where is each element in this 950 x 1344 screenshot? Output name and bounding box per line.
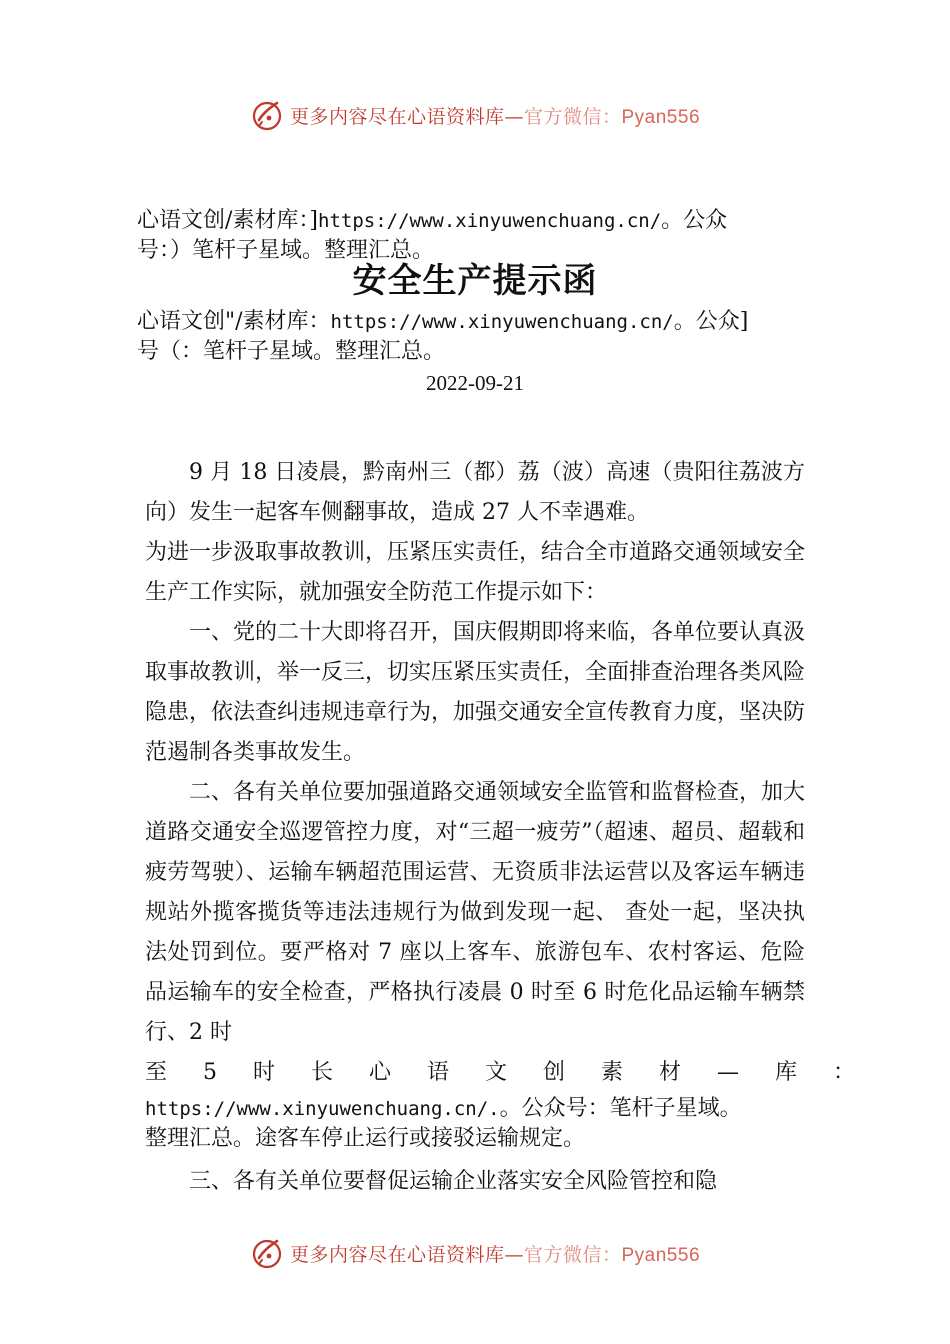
spread-char: 语: [426, 1060, 449, 1085]
watermark-block-3: [145, 1094, 855, 1154]
banner-dash: —: [504, 1243, 524, 1266]
page-title: 安全生产提示函: [352, 261, 598, 301]
watermark-block-1: [137, 206, 837, 265]
banner-main-text: 更多内容尽在心语资料库: [289, 105, 505, 128]
watermark-2-line2: 号（：笔杆子星域。整理汇总。: [137, 339, 446, 364]
spread-char: 时: [252, 1060, 275, 1085]
spread-char: 素: [600, 1060, 623, 1085]
spread-char: 至: [145, 1060, 168, 1085]
watermark-1-prefix: 心语文创/素材库：]: [137, 208, 318, 233]
document-body: [145, 453, 805, 1053]
spread-char: 材: [658, 1060, 681, 1085]
watermark-block-2: [137, 307, 837, 366]
paragraph-intro-cont: 为进一步汲取事故教训，压紧压实责任，结合全市道路交通领域安全生产工作实际，就加强安全防范工作提示如下：: [145, 540, 806, 605]
watermark-1-suffix: 。公众: [661, 208, 728, 233]
watermark-2-suffix: 。公众]: [673, 309, 749, 334]
footer-banner: [0, 1233, 950, 1273]
watermark-2-url: https://www.xinyuwenchuang.cn/: [330, 311, 674, 333]
watermark-3-line2: 整理汇总。途客车停止运行或接驳运输规定。: [145, 1126, 586, 1151]
banner-label: 官方微信：: [523, 105, 622, 128]
pen-seal-logo-icon: [250, 1236, 284, 1270]
banner-wechat-id: Pyan556: [621, 1244, 701, 1266]
document-date: 2022-09-21: [426, 371, 524, 395]
banner-label: 官方微信：: [523, 1243, 622, 1266]
banner-main-text: 更多内容尽在心语资料库: [289, 1243, 505, 1266]
paragraph-item-1: 一、党的二十大即将召开，国庆假期即将来临，各单位要认真汲取事故教训，举一反三，切实压紧压实责任，全面排查治理各类风险隐患，依法查纠违规违章行为，加强交通安全宣传教育力度，坚决防范遏制各类事故发生。: [145, 620, 806, 765]
spread-char: ：: [832, 1060, 855, 1085]
spread-line: [145, 1058, 855, 1088]
spread-char: —: [716, 1060, 739, 1085]
watermark-1-url: https://www.xinyuwenchuang.cn/: [318, 210, 662, 232]
paragraph-item-3: 三、各有关单位要督促运输企业落实安全风险管控和隐: [189, 1169, 718, 1194]
banner-text: [290, 1240, 700, 1267]
spread-char: 创: [542, 1060, 565, 1085]
paragraph-item-2: 二、各有关单位要加强道路交通领域安全监管和监督检查，加大道路交通安全巡逻管控力度，对“三超一疲劳”（超速、超员、超载和疲劳驾驶）、运输车辆超范围运营、无资质非法运营以及客运车辆违规站外揽客揽货等违法违规行为做到发现一起、 查处一起，坚决执法处罚到位。要严格对 7 座以上客车、旅游包车、农村客运、危险品运输车的安全检查，严格执行凌晨 0 时至 6 时危化品运输车辆禁行、2 时: [145, 780, 806, 1045]
spread-char: 长: [310, 1060, 333, 1085]
watermark-3-suffix: 。公众号：笔杆子星域。: [499, 1096, 742, 1121]
spread-char: 文: [484, 1060, 507, 1085]
pen-seal-logo-icon: [250, 98, 284, 132]
banner-dash: —: [504, 105, 524, 128]
banner-wechat-id: Pyan556: [621, 106, 701, 128]
spread-char: 库: [774, 1060, 797, 1085]
paragraph-intro: 9 月 18 日凌晨，黔南州三（都）荔（波）高速（贵阳往荔波方向）发生一起客车侧翻事故，造成 27 人不幸遇难。: [145, 460, 805, 525]
banner-text: [290, 102, 700, 129]
spread-char: 心: [368, 1060, 391, 1085]
watermark-2-prefix: 心语文创"/素材库：: [137, 309, 331, 334]
header-banner: [0, 95, 950, 135]
watermark-3-url: https://www.xinyuwenchuang.cn/.: [145, 1098, 500, 1120]
spread-char: 5: [203, 1060, 217, 1085]
watermark-1-line2: 号：）笔杆子星域。整理汇总。: [137, 238, 435, 263]
